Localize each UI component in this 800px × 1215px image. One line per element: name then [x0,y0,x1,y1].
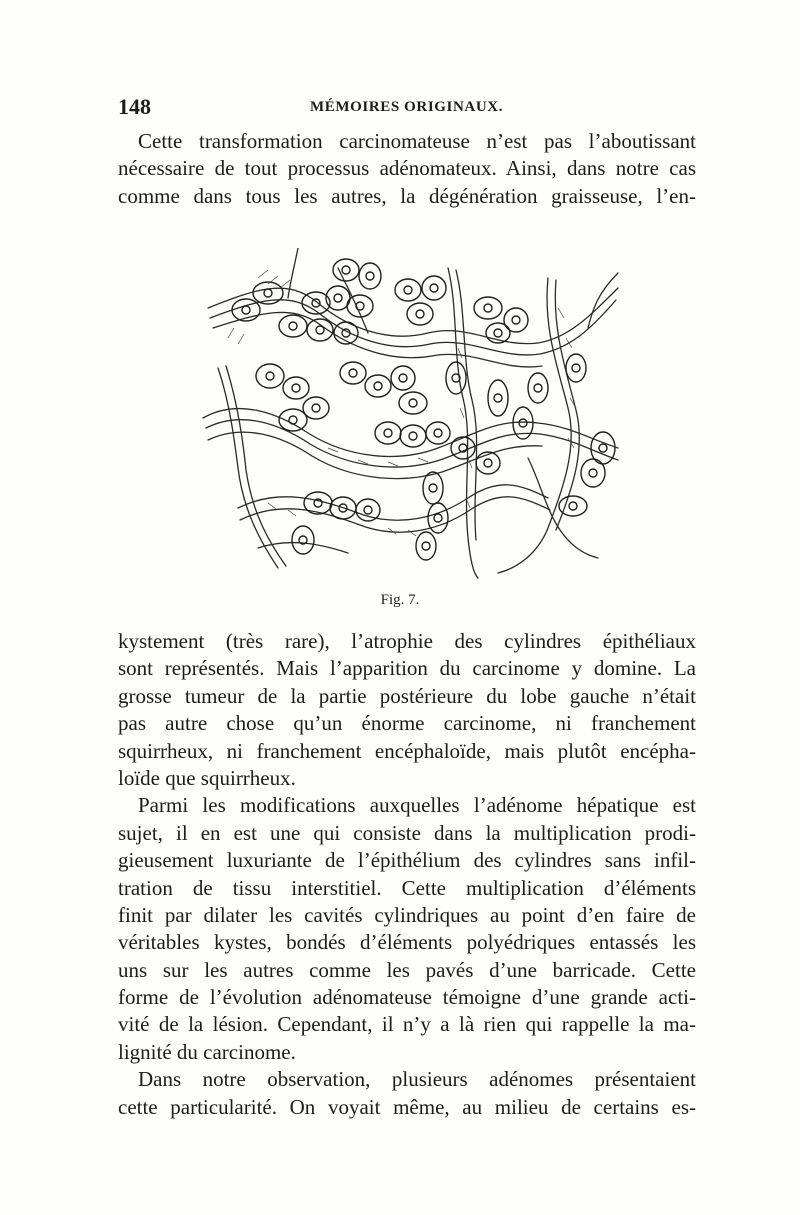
figure-caption: Fig. 7. [380,592,420,608]
paragraph-bottom [118,628,696,1121]
text-line: véritables kystes, bondés d’éléments polyédriques entassés les [118,930,696,955]
text-line: sujet, il en est une qui consiste dans la multiplication prodi- [118,820,696,845]
text-line: sont représentés. Mais l’apparition du carcinome y domine. La [118,656,696,681]
histology-illustration [198,248,638,583]
page-header [118,94,696,122]
text-line: squirrheux, ni franchement encéphaloïde, mais plutôt encépha- [118,738,696,763]
text-line: Parmi les modifications auxquelles l’adénome hépatique est [138,793,696,818]
text-line: forme de l’évolution adénomateuse témoigne d’une grande acti- [118,985,696,1010]
text-line: grosse tumeur de la partie postérieure du lobe gauche n’était [118,683,696,708]
histology-figure [198,248,638,583]
paragraph-top [118,128,696,210]
text-line: gieusement luxuriante de l’épithélium des cylindres sans infil- [118,848,696,873]
text-line: Dans notre observation, plusieurs adénomes présentaient [138,1067,696,1092]
text-line: finit par dilater les cavités cylindriques au point d’en faire de [118,902,696,927]
text-line: cette particularité. On voyait même, au milieu de certains es- [118,1094,696,1119]
text-line: tration de tissu interstitiel. Cette multiplication d’éléments [118,875,696,900]
text-line: kystement (très rare), l’atrophie des cylindres épithéliaux [118,629,696,653]
page-number: 148 [118,94,151,119]
running-title: MÉMOIRES ORIGINAUX. [310,99,504,115]
text-line: vité de la lésion. Cependant, il n’y a là rien qui rappelle la ma- [118,1012,696,1037]
text-line: nécessaire de tout processus adénomateux. Ainsi, dans notre cas [118,156,696,181]
text-line: lignité du carcinome. [118,1039,296,1064]
text-line: pas autre chose qu’un énorme carcinome, ni franchement [118,711,696,736]
text-line: comme dans tous les autres, la dégénération graisseuse, l’en- [118,183,696,208]
text-line: uns sur les autres comme les pavés d’une barricade. Cette [118,957,696,982]
text-line: Cette transformation carcinomateuse n’est pas l’aboutissant [138,129,696,153]
text-line: loïde que squirrheux. [118,765,296,790]
